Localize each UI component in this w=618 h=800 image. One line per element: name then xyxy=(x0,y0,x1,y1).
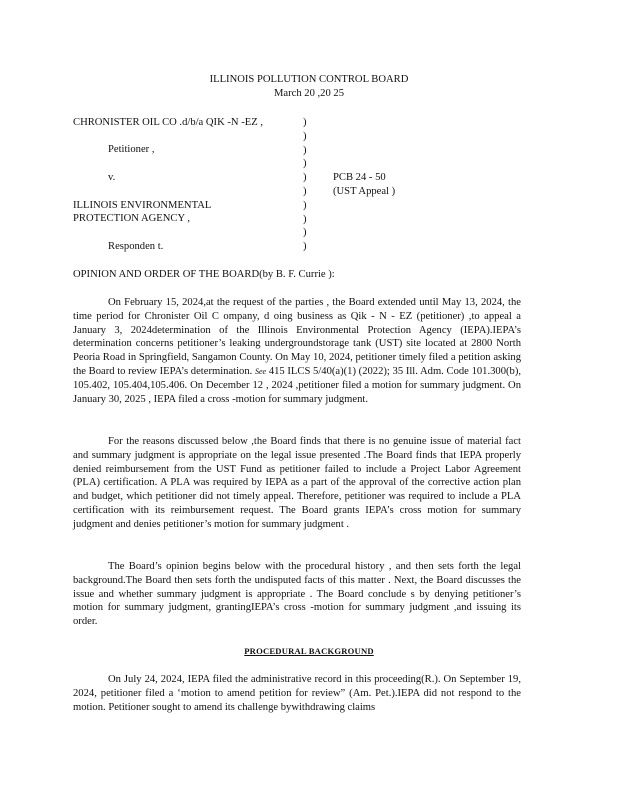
paragraph-3 xyxy=(73,560,521,629)
paragraph-2 xyxy=(73,435,521,532)
caption-paren: ) xyxy=(303,158,307,170)
versus-label: v. xyxy=(108,172,116,183)
caption-paren: ) xyxy=(303,117,307,128)
section-heading-text: PROCEDURAL BACKGROUND xyxy=(244,646,374,656)
respondent-role: Responden t. xyxy=(108,241,164,252)
caption-paren: ) xyxy=(303,241,307,253)
caption-paren: ) xyxy=(303,227,307,239)
paragraph-2-text: For the reasons discussed below ,the Board finds that there is no genuine issue of material fact and summary judgment is appropriate on the legal issue presented .The Board finds that IEPA properly denied reimbursement from the UST Fund as petitioner failed to include a Project Labor Agreement (PLA) certification. A PLA was required by IEPA as a part of the approval of the corrective action plan and budget, which petitioner did not timely appeal. Therefore, petitioner was required to include a PLA certification with its reimbursement request. The Board grants IEPA’s cross motion for summary judgment and denies petitioner’s motion for summary judgment . xyxy=(73,436,521,530)
caption-paren: ) xyxy=(303,144,307,156)
caption-paren: ) xyxy=(303,185,307,197)
caption-paren: ) xyxy=(303,172,307,184)
petitioner-role: Petitioner , xyxy=(108,144,155,155)
document-date: March 20 ,20 25 xyxy=(273,88,345,99)
paragraph-1-text: On February 15, 2024,at the request of the parties , the Board extended until May 13, 2024, the time period for Chronister Oil C ompany, d oing business as Qik - N - EZ (petitioner) ,to appeal a January 3, 2024determination of the Illinois Environmental Protection Agency (IEPA).IEPA’s determination concerns petitioner’s leaking undergroundstorage tank (UST) site located at 2800 North Peoria Road in Springfield, Sangamon County. On May 10, 2024, petitioner timely filed a petition asking the Board to review IEPA’s determination. xyxy=(73,297,521,377)
respondent-name-line1: ILLINOIS ENVIRONMENTAL xyxy=(73,200,212,211)
paragraph-4 xyxy=(73,673,521,714)
paragraph-3-text: The Board’s opinion begins below with the procedural history , and then sets forth the legal background.The Board then sets forth the undisputed facts of this matter . Next, the Board discusses the issue and whether summary judgment is appropriate . The Board conclude s by denying petitioner’s motion for summary judgment, grantingIEPA’s cross -motion for summary judgment ,and issuing its order. xyxy=(73,561,521,628)
section-heading xyxy=(0,645,618,659)
respondent-name-line2: PROTECTION AGENCY , xyxy=(73,213,191,224)
case-number: PCB 24 - 50 xyxy=(333,172,386,183)
opinion-header: OPINION AND ORDER OF THE BOARD(by B. F. Currie ): xyxy=(73,269,335,280)
paragraph-4-text: On July 24, 2024, IEPA filed the administrative record in this proceeding(R.). On September 19, 2024, petitioner filed a ‘motion to amend petition for review” (Am. Pet.).IEPA did not respond to the motion. Petitioner sought to amend its challenge bywithdrawing claims xyxy=(73,674,521,713)
caption-paren: ) xyxy=(303,130,307,142)
paragraph-1 xyxy=(73,296,521,406)
caption-paren: ) xyxy=(303,213,307,225)
board-title: ILLINOIS POLLUTION CONTROL BOARD xyxy=(209,74,409,85)
paragraph-1-tail: 415 ILCS 5/40(a)(1) (2022); 35 Ill. Adm. Code 101.300(b), 105.402, 105.404,105.406. On December 12 , 2024 ,petitioner filed a motion for summary judgment. On January 30, 2025 , IEPA filed a cross -motion for summary judgment. xyxy=(73,365,522,405)
see-signal: See xyxy=(255,366,267,376)
caption-paren: ) xyxy=(303,199,307,211)
case-type: (UST Appeal ) xyxy=(333,186,396,197)
caption-bracket-column xyxy=(303,116,311,254)
petitioner-name: CHRONISTER OIL CO .d/b/a QIK -N -EZ , xyxy=(73,117,263,128)
